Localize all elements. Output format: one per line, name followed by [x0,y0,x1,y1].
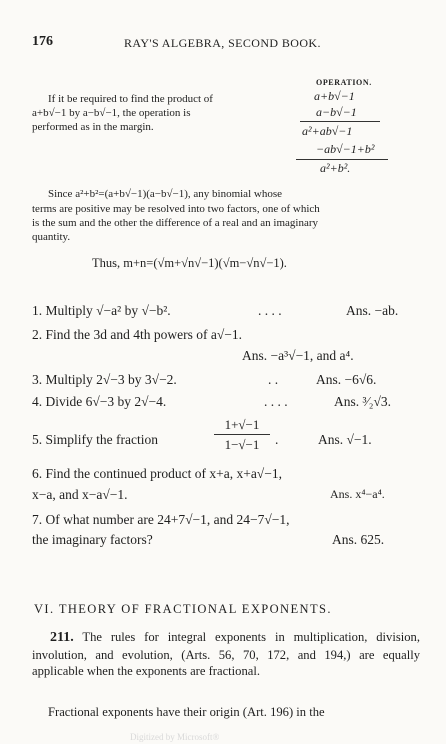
since-line-3: is the sum and the other the difference of a real and an imaginary [32,217,318,229]
exercise-5-denominator: 1−√−1 [224,437,260,452]
exercise-6-continued: x−a, and x−a√−1. [32,487,128,502]
exercise-7-continued: the imaginary factors? [32,532,153,547]
operation-line-2: a−b√−1 [316,105,357,119]
section-paragraph-2: Fractional exponents have their origin (Art. 196) in the [48,705,325,719]
since-line-1: Since a²+b²=(a+b√−1)(a−b√−1), any binomial whose [48,188,282,200]
since-line-2: terms are positive may be resolved into two factors, one of which [32,203,320,215]
exercise-6-answer: Ans. x⁴−a⁴. [330,487,385,501]
exercise-7-answer: Ans. 625. [332,532,385,547]
operation-label: OPERATION. [316,78,372,87]
exercise-2-answer: Ans. −a³√−1, and a⁴. [242,348,354,363]
operation-line-5: a²+b². [320,161,351,175]
exercise-3-answer: Ans. −6√6. [316,372,377,387]
exercise-4-answer: Ans. ³⁄₂√3. [334,394,392,409]
exercise-5-numerator: 1+√−1 [224,417,260,432]
operation-line-4: −ab√−1+b² [316,142,375,156]
exercise-5-dot: . [275,432,279,447]
since-line-4: quantity. [32,231,71,243]
exercise-3-dots: . . [268,372,279,387]
exercise-1: 1. Multiply √−a² by √−b². [32,303,171,318]
watermark: Digitized by Microsoft® [130,732,220,742]
section-number: 211. [50,630,74,645]
exercise-6: 6. Find the continued product of x+a, x+a√−1, [32,466,282,481]
exercise-5: 5. Simplify the fraction [32,432,158,447]
exercise-1-answer: Ans. −ab. [346,303,399,318]
exercise-1-dots: . . . . [258,303,282,318]
operation-rule-1 [300,121,380,122]
exercise-4: 4. Divide 6√−3 by 2√−4. [32,394,167,409]
page-number: 176 [32,34,53,49]
exercise-4-dots: . . . . [264,394,288,409]
exercise-5-answer: Ans. √−1. [318,432,372,447]
operation-line-3: a²+ab√−1 [302,124,353,138]
thus-equation: Thus, m+n=(√m+√n√−1)(√m−√n√−1). [92,256,287,270]
section-paragraph-1 [32,629,420,680]
exercise-5-fraction-bar [214,434,270,435]
exercise-3: 3. Multiply 2√−3 by 3√−2. [32,372,177,387]
operation-rule-2 [296,159,388,160]
operation-line-1: a+b√−1 [314,89,355,103]
operation-intro-line-3: performed as in the margin. [32,121,154,133]
exercise-2: 2. Find the 3d and 4th powers of a√−1. [32,327,242,342]
operation-intro-line-2: a+b√−1 by a−b√−1, the operation is [32,107,191,119]
running-title: RAY'S ALGEBRA, SECOND BOOK. [124,36,321,50]
operation-intro-line-1: If it be required to find the product of [48,93,213,105]
section-heading: VI. THEORY OF FRACTIONAL EXPONENTS. [34,602,332,616]
exercise-7: 7. Of what number are 24+7√−1, and 24−7√−1, [32,512,290,527]
section-paragraph-1-text: The rules for integral exponents in multiplication, division, involution, and evolution, (Arts. 56, 70, 172, and 194,) are equally applicable when the exponents are fractional. [32,630,420,678]
